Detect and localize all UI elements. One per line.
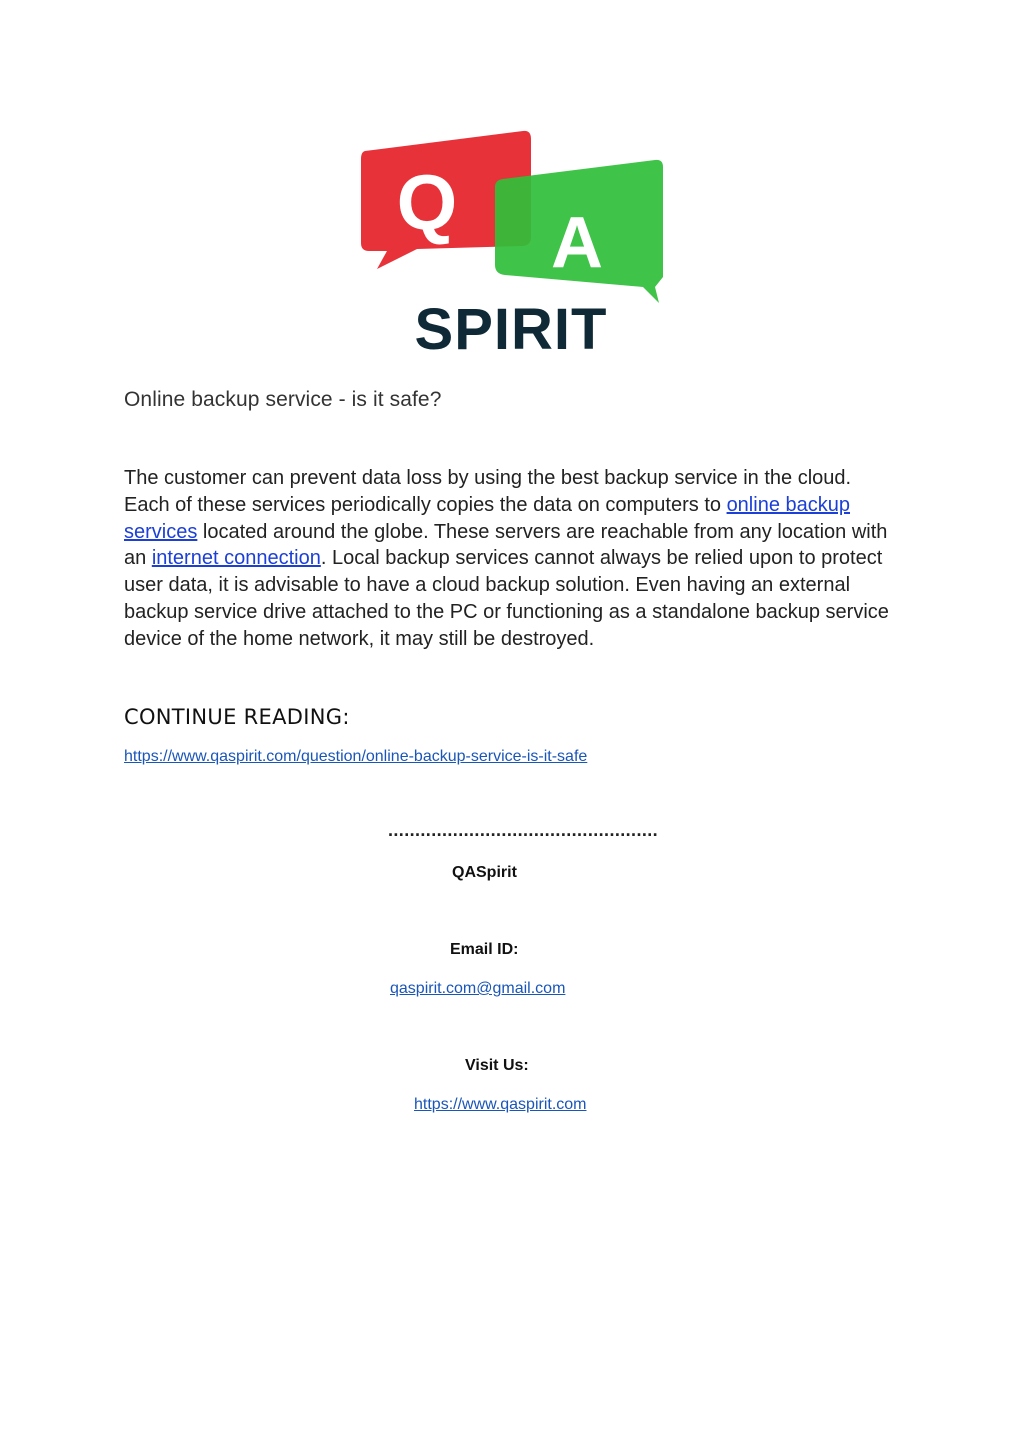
body-text-part: . Local backup services cannot always be relied upon to protect user data, it is advisable to have a cloud backup solution. Even having an external backup service drive attached to the PC or functioning as a standalone backup service device of the home network, it may still be destroyed. <box>124 547 889 650</box>
logo-letter-a: A <box>551 203 603 283</box>
brand-name: QASpirit <box>452 864 517 881</box>
logo-wordmark: SPIRIT <box>414 297 608 359</box>
online-backup-services-link[interactable]: online backup services <box>124 493 850 543</box>
qaspirit-logo <box>355 127 667 359</box>
website-link[interactable]: https://www.qaspirit.com <box>414 1096 587 1113</box>
logo-letter-q: Q <box>396 158 458 246</box>
email-label: Email ID: <box>450 941 519 958</box>
body-text-part: located around the globe. These servers are reachable from any location with an <box>124 520 888 570</box>
body-text-part: The customer can prevent data loss by using the best backup service in the cloud. Each of these services periodically copies the data on computers to <box>124 467 852 516</box>
email-link[interactable]: qaspirit.com@gmail.com <box>390 980 566 997</box>
article-body <box>124 465 894 653</box>
visit-us-label: Visit Us: <box>465 1057 529 1074</box>
continue-reading-heading: CONTINUE READING: <box>124 705 350 729</box>
dotted-separator: .................................................. <box>388 820 659 840</box>
article-title: Online backup service - is it safe? <box>124 388 442 411</box>
continue-reading-link[interactable]: https://www.qaspirit.com/question/online-backup-service-is-it-safe <box>124 748 588 765</box>
internet-connection-link[interactable]: internet connection <box>151 547 321 570</box>
